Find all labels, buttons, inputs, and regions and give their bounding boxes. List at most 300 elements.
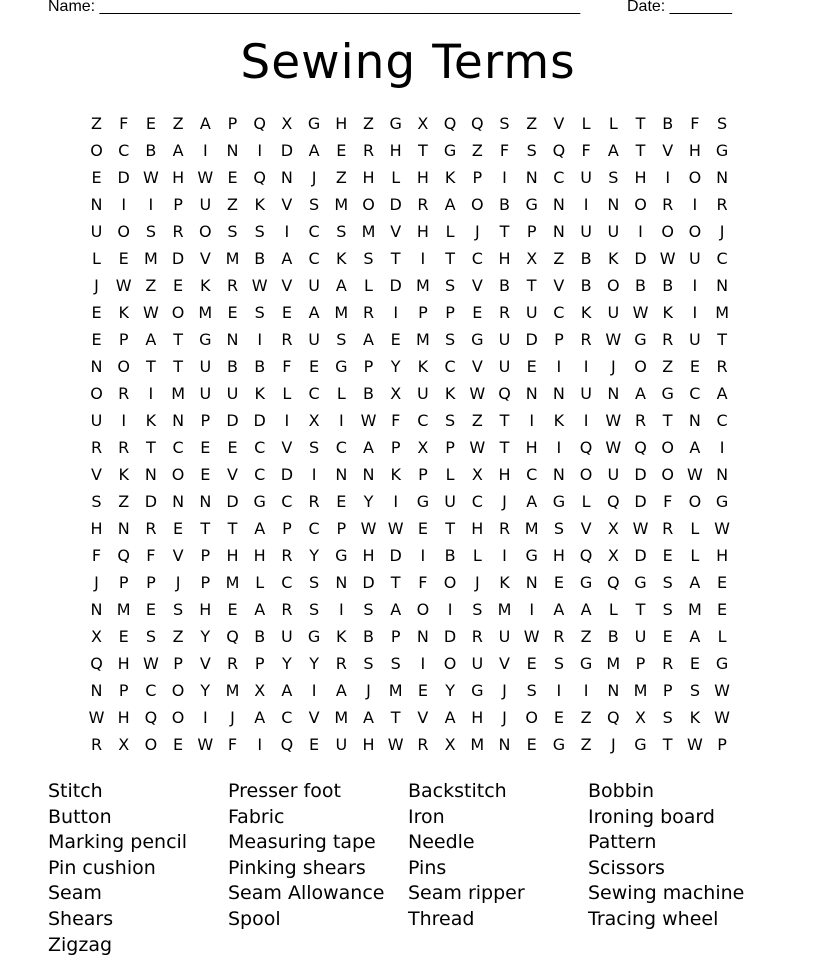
grid-cell: A [254, 519, 266, 538]
grid-cell: F [663, 492, 673, 511]
grid-cell: I [311, 465, 317, 484]
grid-cell: W [632, 303, 649, 322]
grid-cell: S [390, 654, 401, 673]
grid-cell: G [634, 330, 647, 349]
grid-cell: I [420, 249, 426, 268]
grid-cell: H [90, 519, 103, 538]
word-list-item: Iron [408, 805, 445, 828]
grid-cell: E [309, 735, 320, 754]
grid-cell: L [581, 114, 591, 133]
grid-cell: H [416, 168, 429, 187]
grid-cell: X [607, 546, 619, 565]
grid-cell: N [172, 411, 185, 430]
grid-cell: M [633, 681, 648, 700]
grid-cell: E [526, 654, 537, 673]
grid-cell: J [502, 681, 507, 700]
grid-cell: I [393, 303, 399, 322]
grid-cell: X [526, 249, 538, 268]
grid-cell: O [90, 141, 103, 160]
grid-cell: M [415, 276, 430, 295]
grid-cell: S [227, 222, 238, 241]
grid-cell: I [338, 411, 344, 430]
grid-cell: R [362, 303, 375, 322]
grid-cell: C [118, 141, 130, 160]
grid-cell: U [199, 195, 212, 214]
grid-cell: T [173, 357, 183, 376]
grid-cell: P [418, 465, 428, 484]
grid-cell: K [254, 195, 265, 214]
grid-cell: Z [172, 627, 184, 646]
grid-cell: T [227, 519, 238, 538]
word-list-item: Needle [408, 831, 475, 854]
grid-cell: M [334, 708, 349, 727]
grid-cell: N [552, 222, 565, 241]
grid-cell: V [580, 519, 592, 538]
grid-cell: D [117, 168, 130, 187]
grid-cell: S [336, 330, 347, 349]
grid-cell: I [420, 654, 426, 673]
grid-cell: T [390, 249, 401, 268]
grid-cell: X [444, 735, 456, 754]
grid-cell: L [717, 627, 727, 646]
grid-cell: B [635, 276, 646, 295]
grid-cell: N [525, 573, 538, 592]
grid-cell: T [390, 573, 401, 592]
word-list-item: Measuring tape [228, 831, 376, 854]
grid-cell: E [689, 357, 700, 376]
grid-cell: S [662, 573, 673, 592]
grid-cell: S [526, 141, 537, 160]
grid-cell: E [145, 600, 156, 619]
grid-cell: G [579, 654, 593, 673]
grid-cell: C [689, 384, 701, 403]
grid-cell: J [610, 357, 616, 376]
grid-cell: O [661, 465, 674, 484]
grid-cell: Q [579, 546, 593, 565]
grid-cell: A [689, 438, 701, 457]
grid-cell: M [497, 600, 512, 619]
grid-cell: R [226, 276, 239, 295]
grid-cell: B [499, 195, 510, 214]
grid-cell: J [94, 276, 99, 295]
grid-cell: S [145, 222, 156, 241]
word-list-item: Sewing machine [588, 882, 745, 905]
grid-cell: S [309, 438, 320, 457]
grid-cell: S [309, 573, 320, 592]
grid-cell: Q [498, 384, 511, 403]
grid-cell: G [199, 330, 212, 349]
grid-cell: C [553, 303, 565, 322]
grid-cell: I [202, 708, 208, 727]
grid-cell: D [634, 546, 647, 565]
grid-cell: R [308, 492, 320, 511]
grid-cell: N [716, 168, 729, 187]
grid-cell: P [390, 627, 401, 646]
grid-cell: P [445, 303, 455, 322]
grid-cell: D [389, 276, 402, 295]
grid-cell: E [200, 438, 211, 457]
grid-cell: M [198, 303, 213, 322]
grid-cell: P [200, 411, 211, 430]
grid-cell: U [580, 384, 592, 403]
grid-cell: E [91, 168, 102, 187]
grid-cell: F [418, 573, 428, 592]
word-list-item: Seam ripper [408, 882, 525, 905]
grid-cell: S [526, 681, 537, 700]
grid-cell: P [227, 114, 238, 133]
grid-cell: W [605, 411, 622, 430]
grid-cell: W [469, 438, 486, 457]
grid-cell: C [553, 168, 565, 187]
grid-cell: N [552, 384, 565, 403]
grid-cell: X [471, 465, 483, 484]
grid-cell: D [171, 249, 185, 268]
grid-cell: K [118, 303, 129, 322]
grid-cell: S [662, 708, 673, 727]
grid-cell: O [634, 195, 647, 214]
grid-cell: D [362, 573, 375, 592]
grid-cell: S [91, 492, 102, 511]
grid-cell: U [444, 492, 456, 511]
grid-cell: G [715, 141, 729, 160]
grid-cell: H [634, 168, 647, 187]
grid-cell: P [554, 330, 564, 349]
grid-cell: I [121, 411, 127, 430]
grid-cell: E [91, 303, 102, 322]
grid-cell: Z [227, 195, 238, 214]
grid-cell: V [417, 708, 429, 727]
grid-cell: V [281, 276, 293, 295]
grid-cell: V [227, 465, 238, 484]
grid-cell: C [716, 249, 728, 268]
grid-cell: Q [117, 546, 130, 565]
grid-cell: K [662, 303, 673, 322]
grid-cell: T [445, 249, 455, 268]
grid-cell: W [714, 519, 730, 538]
grid-cell: R [90, 438, 103, 457]
grid-cell: D [280, 465, 294, 484]
grid-cell: Z [580, 627, 592, 646]
grid-cell: O [471, 195, 484, 214]
grid-cell: I [556, 357, 562, 376]
grid-cell: C [254, 438, 266, 457]
grid-cell: J [502, 492, 507, 511]
grid-cell: R [498, 303, 511, 322]
grid-cell: C [471, 492, 483, 511]
grid-cell: V [390, 222, 402, 241]
grid-cell: H [389, 141, 402, 160]
grid-cell: R [281, 330, 293, 349]
grid-cell: K [444, 384, 456, 403]
grid-cell: G [715, 492, 729, 511]
grid-cell: P [662, 681, 673, 700]
grid-cell: I [311, 681, 317, 700]
grid-cell: V [91, 465, 102, 484]
grid-cell: R [580, 330, 592, 349]
grid-cell: K [336, 627, 347, 646]
grid-cell: R [172, 222, 184, 241]
grid-cell: U [607, 222, 620, 241]
grid-cell: A [689, 627, 701, 646]
grid-cell: O [661, 438, 674, 457]
grid-cell: O [171, 303, 185, 322]
grid-cell: E [336, 492, 347, 511]
grid-cell: N [607, 195, 620, 214]
grid-cell: O [416, 600, 430, 619]
grid-cell: I [338, 600, 344, 619]
grid-cell: E [227, 168, 238, 187]
grid-cell: S [309, 600, 320, 619]
grid-cell: V [199, 654, 211, 673]
grid-cell: N [607, 681, 620, 700]
grid-cell: D [389, 546, 402, 565]
grid-cell: E [227, 600, 238, 619]
word-list-item: Shears [48, 908, 114, 930]
grid-cell: I [393, 492, 399, 511]
grid-cell: N [416, 627, 429, 646]
grid-cell: M [225, 681, 240, 700]
grid-cell: N [199, 492, 212, 511]
grid-cell: J [502, 708, 507, 727]
grid-cell: Q [144, 708, 158, 727]
grid-cell: L [690, 519, 700, 538]
grid-cell: H [117, 654, 130, 673]
grid-cell: R [417, 195, 429, 214]
grid-cell: T [499, 222, 510, 241]
grid-cell: E [91, 330, 102, 349]
grid-cell: P [418, 303, 428, 322]
grid-cell: T [418, 141, 428, 160]
grid-cell: D [634, 249, 647, 268]
grid-cell: W [360, 411, 377, 430]
grid-cell: P [390, 438, 401, 457]
grid-cell: J [230, 708, 235, 727]
grid-cell: M [225, 249, 240, 268]
grid-cell: T [445, 519, 455, 538]
grid-cell: U [308, 276, 320, 295]
grid-cell: R [145, 519, 157, 538]
grid-cell: C [526, 465, 538, 484]
grid-cell: C [716, 411, 728, 430]
grid-cell: T [200, 519, 211, 538]
grid-cell: R [90, 735, 103, 754]
grid-cell: E [173, 519, 184, 538]
grid-cell: C [471, 249, 483, 268]
grid-cell: S [254, 222, 265, 241]
grid-cell: Z [335, 168, 347, 187]
grid-cell: E [472, 303, 483, 322]
grid-cell: A [607, 141, 619, 160]
grid-cell: D [280, 141, 294, 160]
grid-cell: X [118, 735, 130, 754]
grid-cell: N [525, 168, 538, 187]
grid-cell: A [254, 600, 266, 619]
grid-cell: M [687, 600, 702, 619]
grid-cell: Q [226, 627, 239, 646]
grid-cell: I [583, 681, 589, 700]
grid-cell: O [171, 708, 185, 727]
grid-cell: W [605, 438, 622, 457]
grid-cell: I [583, 195, 589, 214]
grid-cell: A [308, 303, 320, 322]
word-list-item: Seam [48, 882, 102, 905]
grid-cell: L [472, 546, 482, 565]
grid-cell: U [498, 627, 511, 646]
grid-cell: L [92, 249, 101, 268]
grid-cell: W [659, 249, 676, 268]
grid-cell: W [197, 168, 214, 187]
grid-cell: H [688, 141, 701, 160]
grid-cell: R [662, 654, 674, 673]
grid-cell: X [417, 438, 429, 457]
grid-cell: N [90, 195, 103, 214]
grid-cell: O [634, 357, 647, 376]
grid-cell: B [662, 276, 674, 295]
grid-cell: C [281, 492, 293, 511]
grid-cell: Y [200, 627, 211, 646]
grid-cell: A [526, 492, 538, 511]
grid-cell: N [90, 600, 103, 619]
grid-cell: B [363, 627, 374, 646]
grid-cell: J [175, 573, 181, 592]
grid-cell: G [307, 627, 321, 646]
grid-cell: R [335, 654, 347, 673]
grid-cell: N [716, 276, 729, 295]
grid-cell: O [117, 357, 130, 376]
grid-cell: R [281, 600, 293, 619]
grid-cell: C [145, 681, 157, 700]
grid-cell: T [635, 141, 646, 160]
grid-cell: S [662, 600, 673, 619]
grid-cell: I [692, 195, 698, 214]
grid-cell: U [580, 168, 592, 187]
grid-cell: V [553, 276, 565, 295]
grid-cell: P [200, 573, 211, 592]
grid-cell: D [634, 465, 647, 484]
grid-cell: C [308, 519, 320, 538]
grid-cell: M [715, 303, 729, 322]
grid-cell: O [362, 195, 375, 214]
grid-cell: Q [552, 141, 566, 160]
grid-cell: V [172, 546, 184, 565]
grid-cell: F [227, 735, 238, 754]
grid-cell: O [90, 384, 103, 403]
grid-cell: O [525, 708, 538, 727]
grid-cell: X [254, 681, 266, 700]
grid-cell: O [117, 222, 130, 241]
grid-cell: H [498, 465, 511, 484]
grid-cell: W [142, 654, 159, 673]
grid-cell: F [282, 357, 292, 376]
grid-cell: T [635, 114, 646, 133]
grid-cell: L [445, 222, 455, 241]
grid-cell: P [173, 654, 183, 673]
grid-cell: S [717, 114, 728, 133]
grid-cell: U [308, 330, 320, 349]
grid-cell: X [635, 708, 646, 727]
grid-cell: J [719, 222, 725, 241]
grid-cell: S [173, 600, 184, 619]
grid-cell: A [335, 276, 347, 295]
grid-cell: O [607, 276, 620, 295]
grid-cell: Q [280, 735, 294, 754]
grid-cell: H [335, 114, 348, 133]
grid-cell: E [417, 681, 428, 700]
grid-cell: O [144, 735, 158, 754]
grid-cell: Z [91, 114, 102, 133]
date-field-label: Date: _______ [627, 0, 732, 15]
grid-cell: M [361, 222, 376, 241]
grid-cell: C [254, 465, 266, 484]
grid-cell: S [254, 303, 265, 322]
grid-cell: N [607, 384, 620, 403]
grid-cell: J [474, 573, 480, 592]
grid-cell: J [610, 735, 616, 754]
grid-cell: J [311, 168, 317, 187]
grid-cell: C [417, 411, 429, 430]
grid-cell: S [336, 222, 347, 241]
grid-cell: E [309, 357, 320, 376]
grid-cell: N [172, 492, 185, 511]
grid-cell: T [635, 600, 646, 619]
grid-cell: S [363, 654, 374, 673]
grid-cell: H [199, 600, 212, 619]
word-list-item: Zigzag [48, 933, 113, 956]
word-list-item: Tracing wheel [588, 908, 719, 930]
grid-cell: E [689, 654, 700, 673]
word-list-item: Pattern [588, 831, 657, 854]
grid-cell: C [172, 438, 184, 457]
grid-cell: E [662, 627, 673, 646]
grid-cell: B [227, 357, 238, 376]
grid-cell: U [281, 627, 293, 646]
grid-cell: U [90, 222, 103, 241]
grid-cell: R [498, 519, 511, 538]
grid-cell: I [447, 600, 453, 619]
grid-cell: S [145, 627, 156, 646]
grid-cell: G [552, 735, 566, 754]
word-list-item: Bobbin [588, 780, 655, 802]
grid-cell: E [281, 303, 292, 322]
grid-cell: V [499, 654, 510, 673]
grid-cell: S [309, 195, 320, 214]
grid-cell: N [117, 519, 130, 538]
grid-cell: S [445, 411, 456, 430]
grid-cell: L [336, 384, 346, 403]
grid-cell: U [607, 465, 620, 484]
grid-cell: A [281, 681, 293, 700]
grid-cell: B [607, 627, 619, 646]
word-list-item: Pin cushion [48, 856, 156, 879]
word-list-item: Stitch [48, 780, 103, 802]
word-list-item: Button [48, 805, 112, 828]
grid-cell: D [389, 195, 402, 214]
grid-cell: Z [172, 114, 184, 133]
grid-cell: I [529, 411, 535, 430]
grid-cell: B [580, 249, 592, 268]
grid-cell: Y [363, 492, 374, 511]
grid-cell: G [471, 681, 484, 700]
grid-cell: S [499, 114, 510, 133]
grid-cell: R [662, 195, 674, 214]
grid-cell: N [226, 141, 239, 160]
grid-cell: C [444, 357, 456, 376]
grid-cell: I [665, 168, 671, 187]
grid-cell: U [525, 303, 538, 322]
grid-cell: I [202, 141, 208, 160]
grid-cell: A [635, 384, 646, 403]
grid-cell: I [529, 600, 535, 619]
